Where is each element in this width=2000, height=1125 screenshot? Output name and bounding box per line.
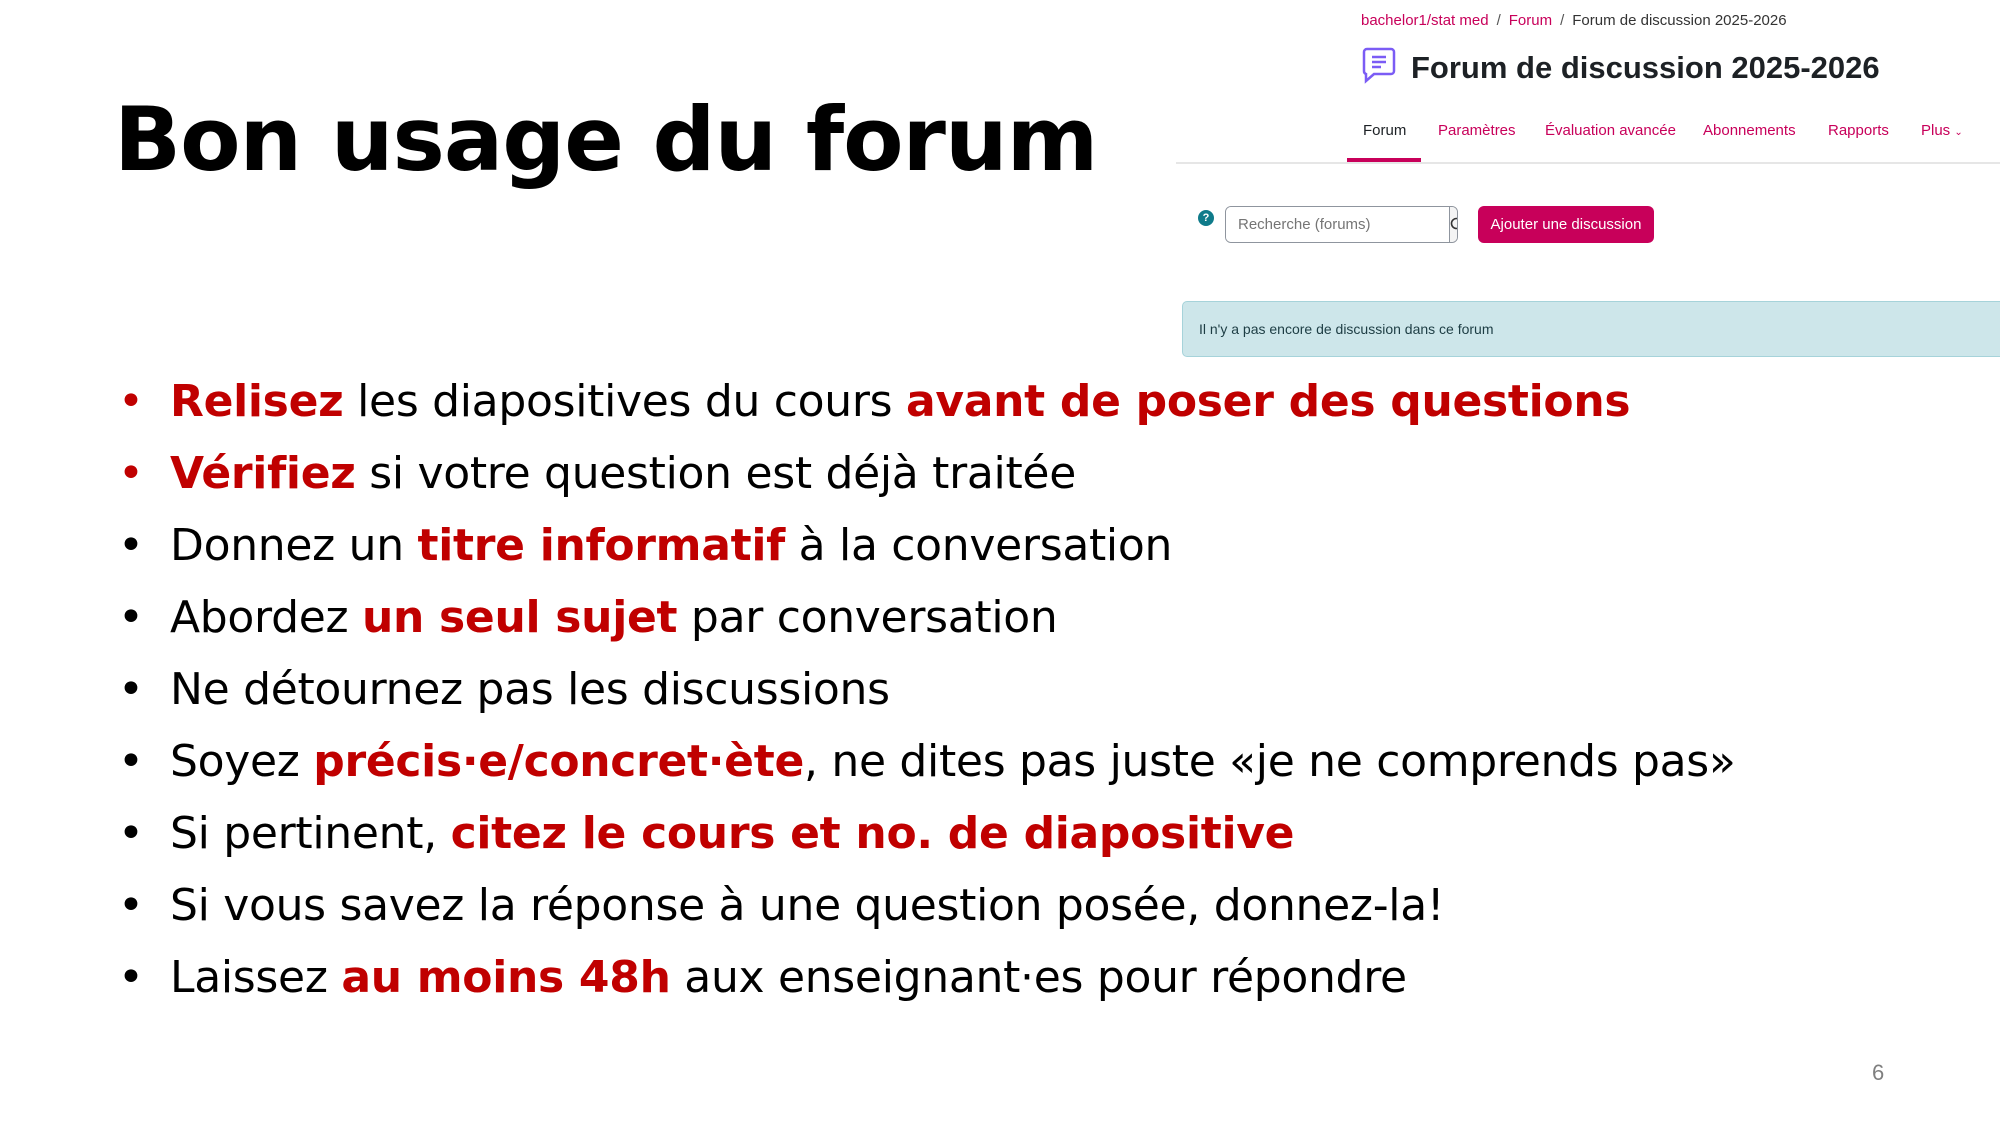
bullet-item [118, 588, 1736, 660]
breadcrumb-forum[interactable]: Forum [1508, 12, 1553, 29]
bullet-text: Ne détournez pas les discussions [170, 664, 890, 715]
emphasis-text: Vérifiez [170, 448, 356, 499]
forum-tabs [1176, 112, 2000, 164]
bullet-item [118, 372, 1736, 444]
bullet-text: , ne dites pas juste «je ne comprends pas» [804, 736, 1736, 787]
breadcrumb [1361, 12, 1787, 29]
forum-screenshot [1176, 0, 2000, 360]
emphasis-text: avant de poser des questions [905, 376, 1631, 427]
breadcrumb-current: Forum de discussion 2025-2026 [1572, 12, 1787, 29]
bullet-item [118, 732, 1736, 804]
bullet-list [118, 372, 1736, 1020]
bullet-text: Si vous savez la réponse à une question posée, donnez-la! [170, 880, 1445, 931]
slide-title: Bon usage du forum [114, 88, 1098, 191]
bullet-dot: • [118, 808, 144, 859]
bullet-item [118, 876, 1736, 948]
bullet-item [118, 804, 1736, 876]
forum-title: Forum de discussion 2025-2026 [1411, 49, 1880, 85]
tab-rapports[interactable]: Rapports [1828, 122, 1889, 139]
bullet-text: Donnez un [170, 520, 418, 571]
bullet-dot: • [118, 952, 144, 1003]
emphasis-text: Relisez [170, 376, 344, 427]
bullet-text: les diapositives du cours [343, 376, 906, 427]
active-tab-indicator [1347, 158, 1421, 162]
add-discussion-button[interactable]: Ajouter une discussion [1478, 206, 1654, 243]
empty-forum-alert: Il n'y a pas encore de discussion dans ce forum [1182, 301, 2000, 357]
bullet-text: par conversation [677, 592, 1058, 643]
bullet-text: Si pertinent, [170, 808, 451, 859]
tab-parametres[interactable]: Paramètres [1438, 122, 1516, 139]
search-icon [1450, 217, 1458, 233]
bullet-dot: • [118, 592, 144, 643]
chevron-down-icon: ⌄ [1954, 127, 1963, 138]
tab-evaluation-avancee[interactable]: Évaluation avancée [1545, 122, 1676, 139]
bullet-text: Soyez [170, 736, 314, 787]
bullet-item [118, 516, 1736, 588]
forum-search [1225, 206, 1458, 243]
bullet-dot: • [118, 448, 144, 499]
tab-forum[interactable]: Forum [1363, 122, 1407, 139]
tab-plus[interactable] [1921, 122, 1963, 139]
bullet-dot: • [118, 376, 144, 427]
emphasis-text: au moins 48h [341, 952, 671, 1003]
emphasis-text: un seul sujet [361, 592, 678, 643]
bullet-text: aux enseignant·es pour répondre [670, 952, 1407, 1003]
bullet-text: à la conversation [784, 520, 1173, 571]
search-button[interactable] [1449, 207, 1458, 242]
breadcrumb-separator: / [1560, 12, 1565, 29]
breadcrumb-course[interactable]: bachelor1/stat med [1361, 12, 1489, 29]
bullet-text: Laissez [170, 952, 342, 1003]
search-input[interactable] [1226, 207, 1449, 242]
bullet-dot: • [118, 880, 144, 931]
page-number: 6 [1872, 1060, 1885, 1085]
bullet-dot: • [118, 664, 144, 715]
bullet-dot: • [118, 736, 144, 787]
tab-plus-label: Plus [1921, 122, 1951, 139]
bullet-item [118, 948, 1736, 1020]
help-icon[interactable]: ? [1198, 210, 1214, 226]
bullet-text: Abordez [170, 592, 362, 643]
emphasis-text: titre informatif [417, 520, 785, 571]
emphasis-text: précis·e/concret·ète [313, 736, 804, 787]
bullet-item [118, 444, 1736, 516]
bullet-item [118, 660, 1736, 732]
emphasis-text: citez le cours et no. de diapositive [450, 808, 1295, 859]
bullet-text: si votre question est déjà traitée [355, 448, 1076, 499]
forum-icon [1361, 46, 1397, 89]
breadcrumb-separator: / [1496, 12, 1501, 29]
bullet-dot: • [118, 520, 144, 571]
tab-abonnements[interactable]: Abonnements [1703, 122, 1796, 139]
